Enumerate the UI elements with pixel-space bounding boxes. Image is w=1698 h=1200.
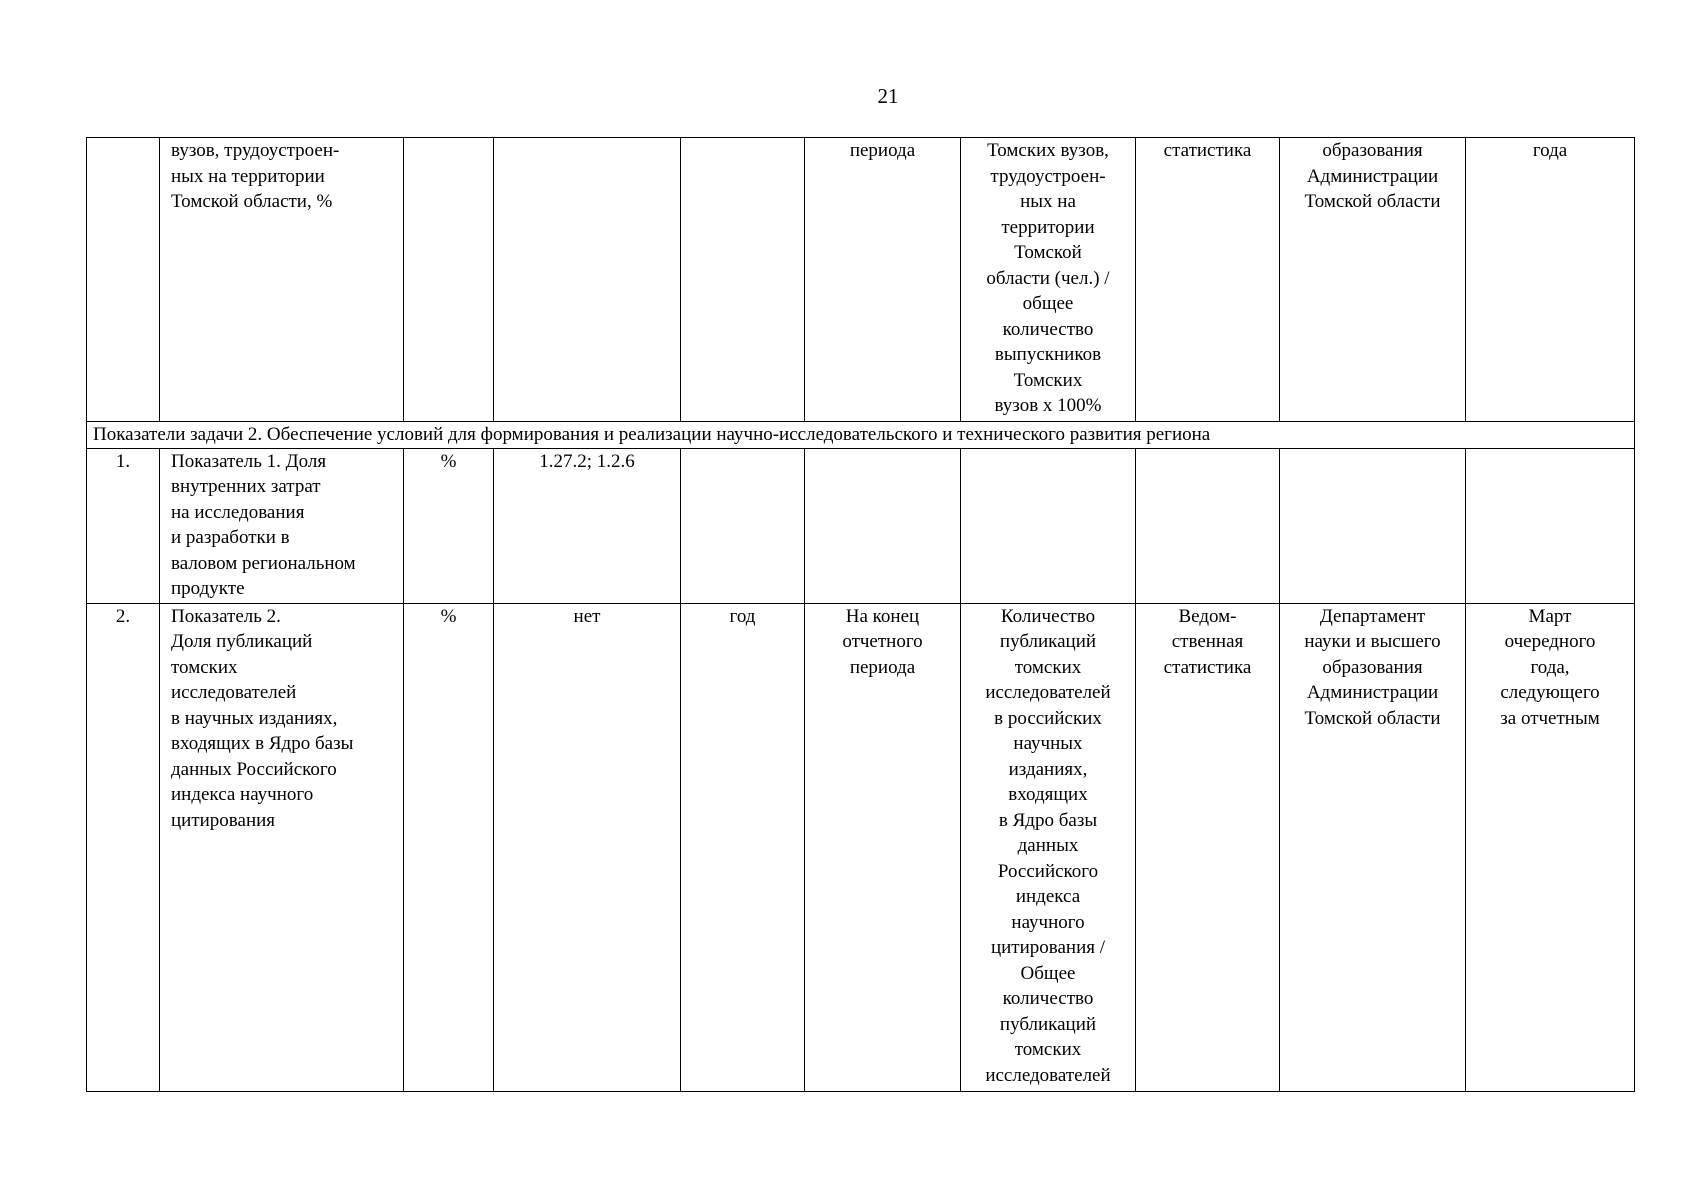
cell-indicator-name: Показатель 1. Доля внутренних затрат на исследования и разработки в валовом региональном продукте	[160, 448, 404, 603]
table-row-continuation	[87, 138, 1635, 422]
table-row	[87, 603, 1635, 1091]
cell-periodicity	[681, 138, 805, 422]
cell-source: статистика	[1136, 138, 1280, 422]
cell-number: 1.	[87, 448, 160, 603]
indicators-table	[86, 137, 1635, 1092]
cell-formula: Количество публикаций томских исследователей в российских научных изданиях, входящих в Ядро базы данных Российского индекса научного цитирования / Общее количество публикаций томских исследователей	[961, 603, 1136, 1091]
cell-indicator-name: Показатель 2. Доля публикаций томских исследователей в научных изданиях, входящих в Ядро базы данных Российского индекса научного цитирования	[160, 603, 404, 1091]
cell-period: На конец отчетного периода	[805, 603, 961, 1091]
cell-unit: %	[404, 448, 494, 603]
cell-code: 1.27.2; 1.2.6	[494, 448, 681, 603]
cell-formula	[961, 448, 1136, 603]
cell-source: Ведом- ственная статистика	[1136, 603, 1280, 1091]
cell-deadline: Март очередного года, следующего за отчетным	[1466, 603, 1635, 1091]
cell-number: 2.	[87, 603, 160, 1091]
section-header-row	[87, 422, 1635, 449]
cell-code: нет	[494, 603, 681, 1091]
cell-number	[87, 138, 160, 422]
cell-unit: %	[404, 603, 494, 1091]
cell-unit	[404, 138, 494, 422]
cell-source	[1136, 448, 1280, 603]
cell-responsible: образования Администрации Томской области	[1280, 138, 1466, 422]
cell-formula: Томских вузов, трудоустроен- ных на территории Томской области (чел.) / общее количество выпускников Томских вузов х 100%	[961, 138, 1136, 422]
cell-period: периода	[805, 138, 961, 422]
cell-deadline: года	[1466, 138, 1635, 422]
cell-responsible: Департамент науки и высшего образования Администрации Томской области	[1280, 603, 1466, 1091]
cell-periodicity: год	[681, 603, 805, 1091]
cell-period	[805, 448, 961, 603]
cell-indicator-name: вузов, трудоустроен- ных на территории Томской области, %	[160, 138, 404, 422]
cell-code	[494, 138, 681, 422]
page-number: 21	[877, 84, 899, 108]
cell-responsible	[1280, 448, 1466, 603]
section-header: Показатели задачи 2. Обеспечение условий для формирования и реализации научно-исследовательского и технического развития региона	[87, 422, 1635, 449]
cell-deadline	[1466, 448, 1635, 603]
table-row	[87, 448, 1635, 603]
cell-periodicity	[681, 448, 805, 603]
